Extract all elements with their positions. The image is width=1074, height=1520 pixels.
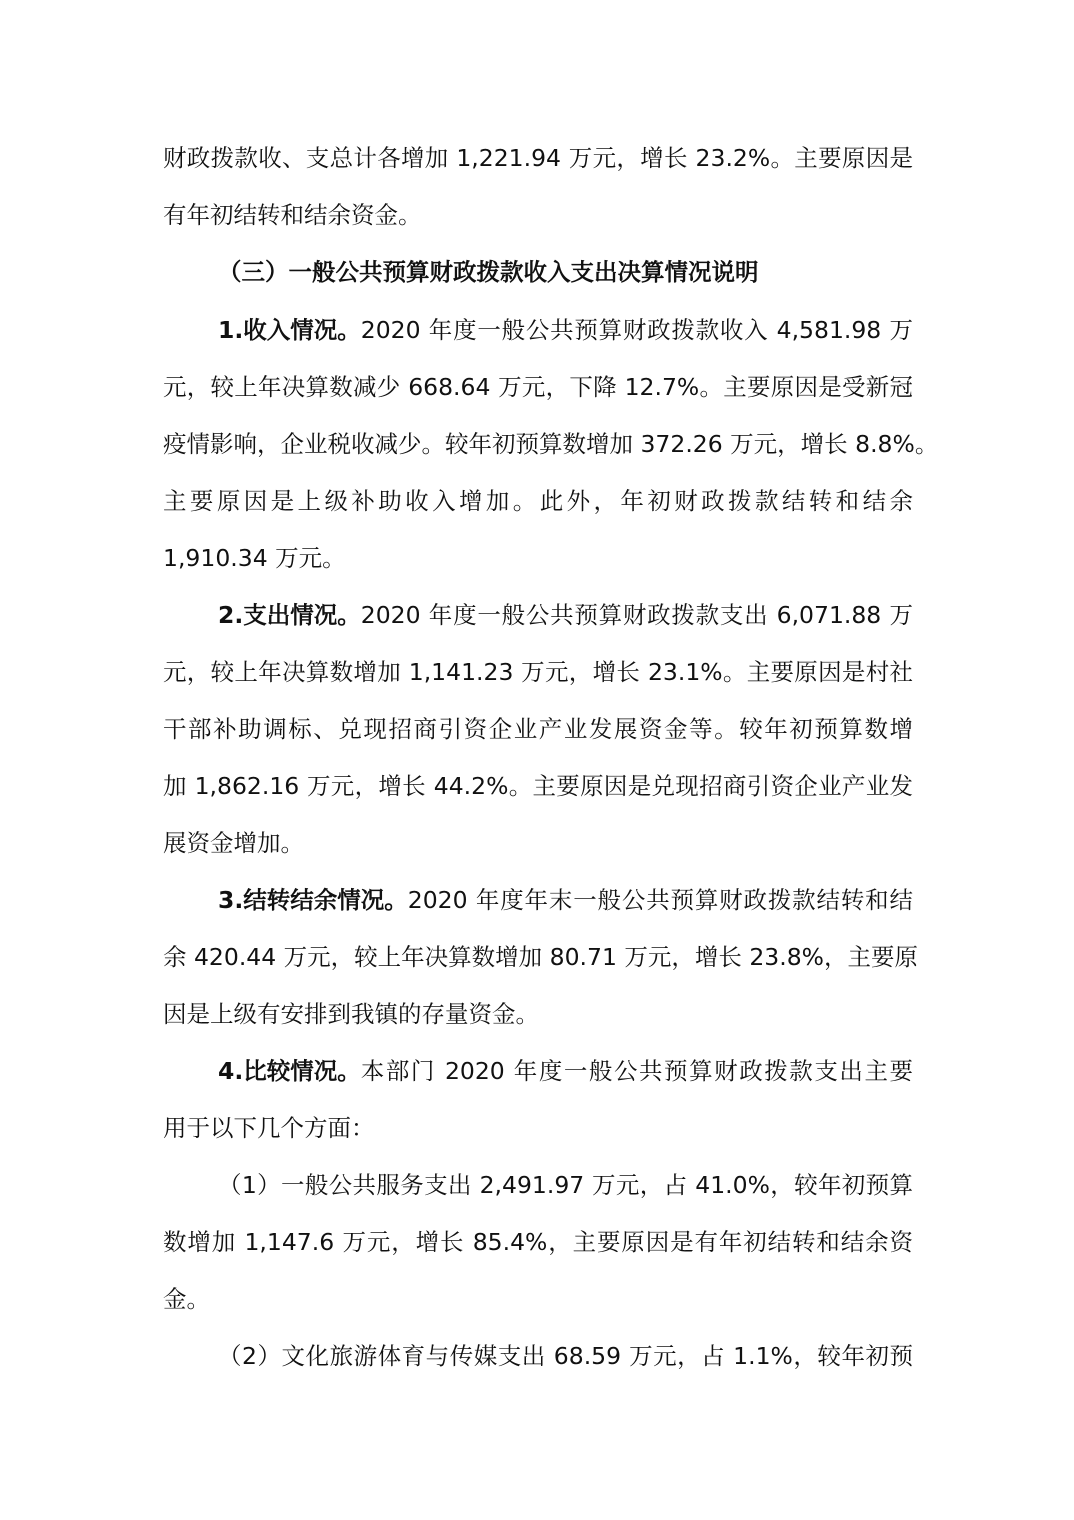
text-line: 用于以下几个方面：: [163, 1114, 375, 1142]
text-line: 余 420.44 万元，较上年决算数增加 80.71 万元，增长 23.8%，主要原: [163, 943, 919, 971]
text-line: 2020 年度年末一般公共预算财政拨款结转和结: [407, 886, 913, 914]
text-line: 1,910.34 万元。: [163, 544, 346, 572]
text-line: 元，较上年决算数增加 1,141.23 万元，增长 23.1%。主要原因是村社: [163, 658, 913, 686]
subheading-comparison: 4.比较情况。: [218, 1057, 361, 1085]
text-line: 因是上级有安排到我镇的存量资金。: [163, 1000, 539, 1028]
paragraph-first-line: [218, 880, 913, 920]
text-line: 2020 年度一般公共预算财政拨款支出 6,071.88 万: [360, 601, 913, 629]
text-line: （1）一般公共服务支出 2,491.97 万元，占 41.0%，较年初预算: [218, 1171, 913, 1199]
text-line: 加 1,862.16 万元，增长 44.2%。主要原因是兑现招商引资企业产业发: [163, 772, 913, 800]
text-line: 财政拨款收、支总计各增加 1,221.94 万元，增长 23.2%。主要原因是: [163, 144, 913, 172]
subheading-expenditure: 2.支出情况。: [218, 601, 361, 629]
text-line: 数增加 1,147.6 万元，增长 85.4%，主要原因是有年初结转和结余资: [163, 1228, 913, 1256]
section-heading: （三）一般公共预算财政拨款收入支出决算情况说明: [218, 258, 759, 286]
subheading-income: 1.收入情况。: [218, 316, 361, 344]
paragraph-first-line: [218, 310, 913, 350]
paragraph-first-line: [218, 1051, 913, 1091]
text-line: （2）文化旅游体育与传媒支出 68.59 万元，占 1.1%，较年初预: [218, 1342, 913, 1370]
text-line: 金。: [163, 1285, 210, 1313]
text-line: 有年初结转和结余资金。: [163, 201, 422, 229]
text-line: 本部门 2020 年度一般公共预算财政拨款支出主要: [360, 1057, 913, 1085]
paragraph-first-line: [218, 595, 913, 635]
subheading-carryover: 3.结转结余情况。: [218, 886, 408, 914]
text-line: 元，较上年决算数减少 668.64 万元，下降 12.7%。主要原因是受新冠: [163, 373, 913, 401]
text-line: 干部补助调标、兑现招商引资企业产业发展资金等。较年初预算数增: [163, 715, 913, 743]
text-line: 主要原因是上级补助收入增加。此外，年初财政拨款结转和结余: [163, 487, 913, 515]
text-line: 2020 年度一般公共预算财政拨款收入 4,581.98 万: [360, 316, 913, 344]
text-line: 疫情影响，企业税收减少。较年初预算数增加 372.26 万元，增长 8.8%。: [163, 430, 939, 458]
text-line: 展资金增加。: [163, 829, 304, 857]
